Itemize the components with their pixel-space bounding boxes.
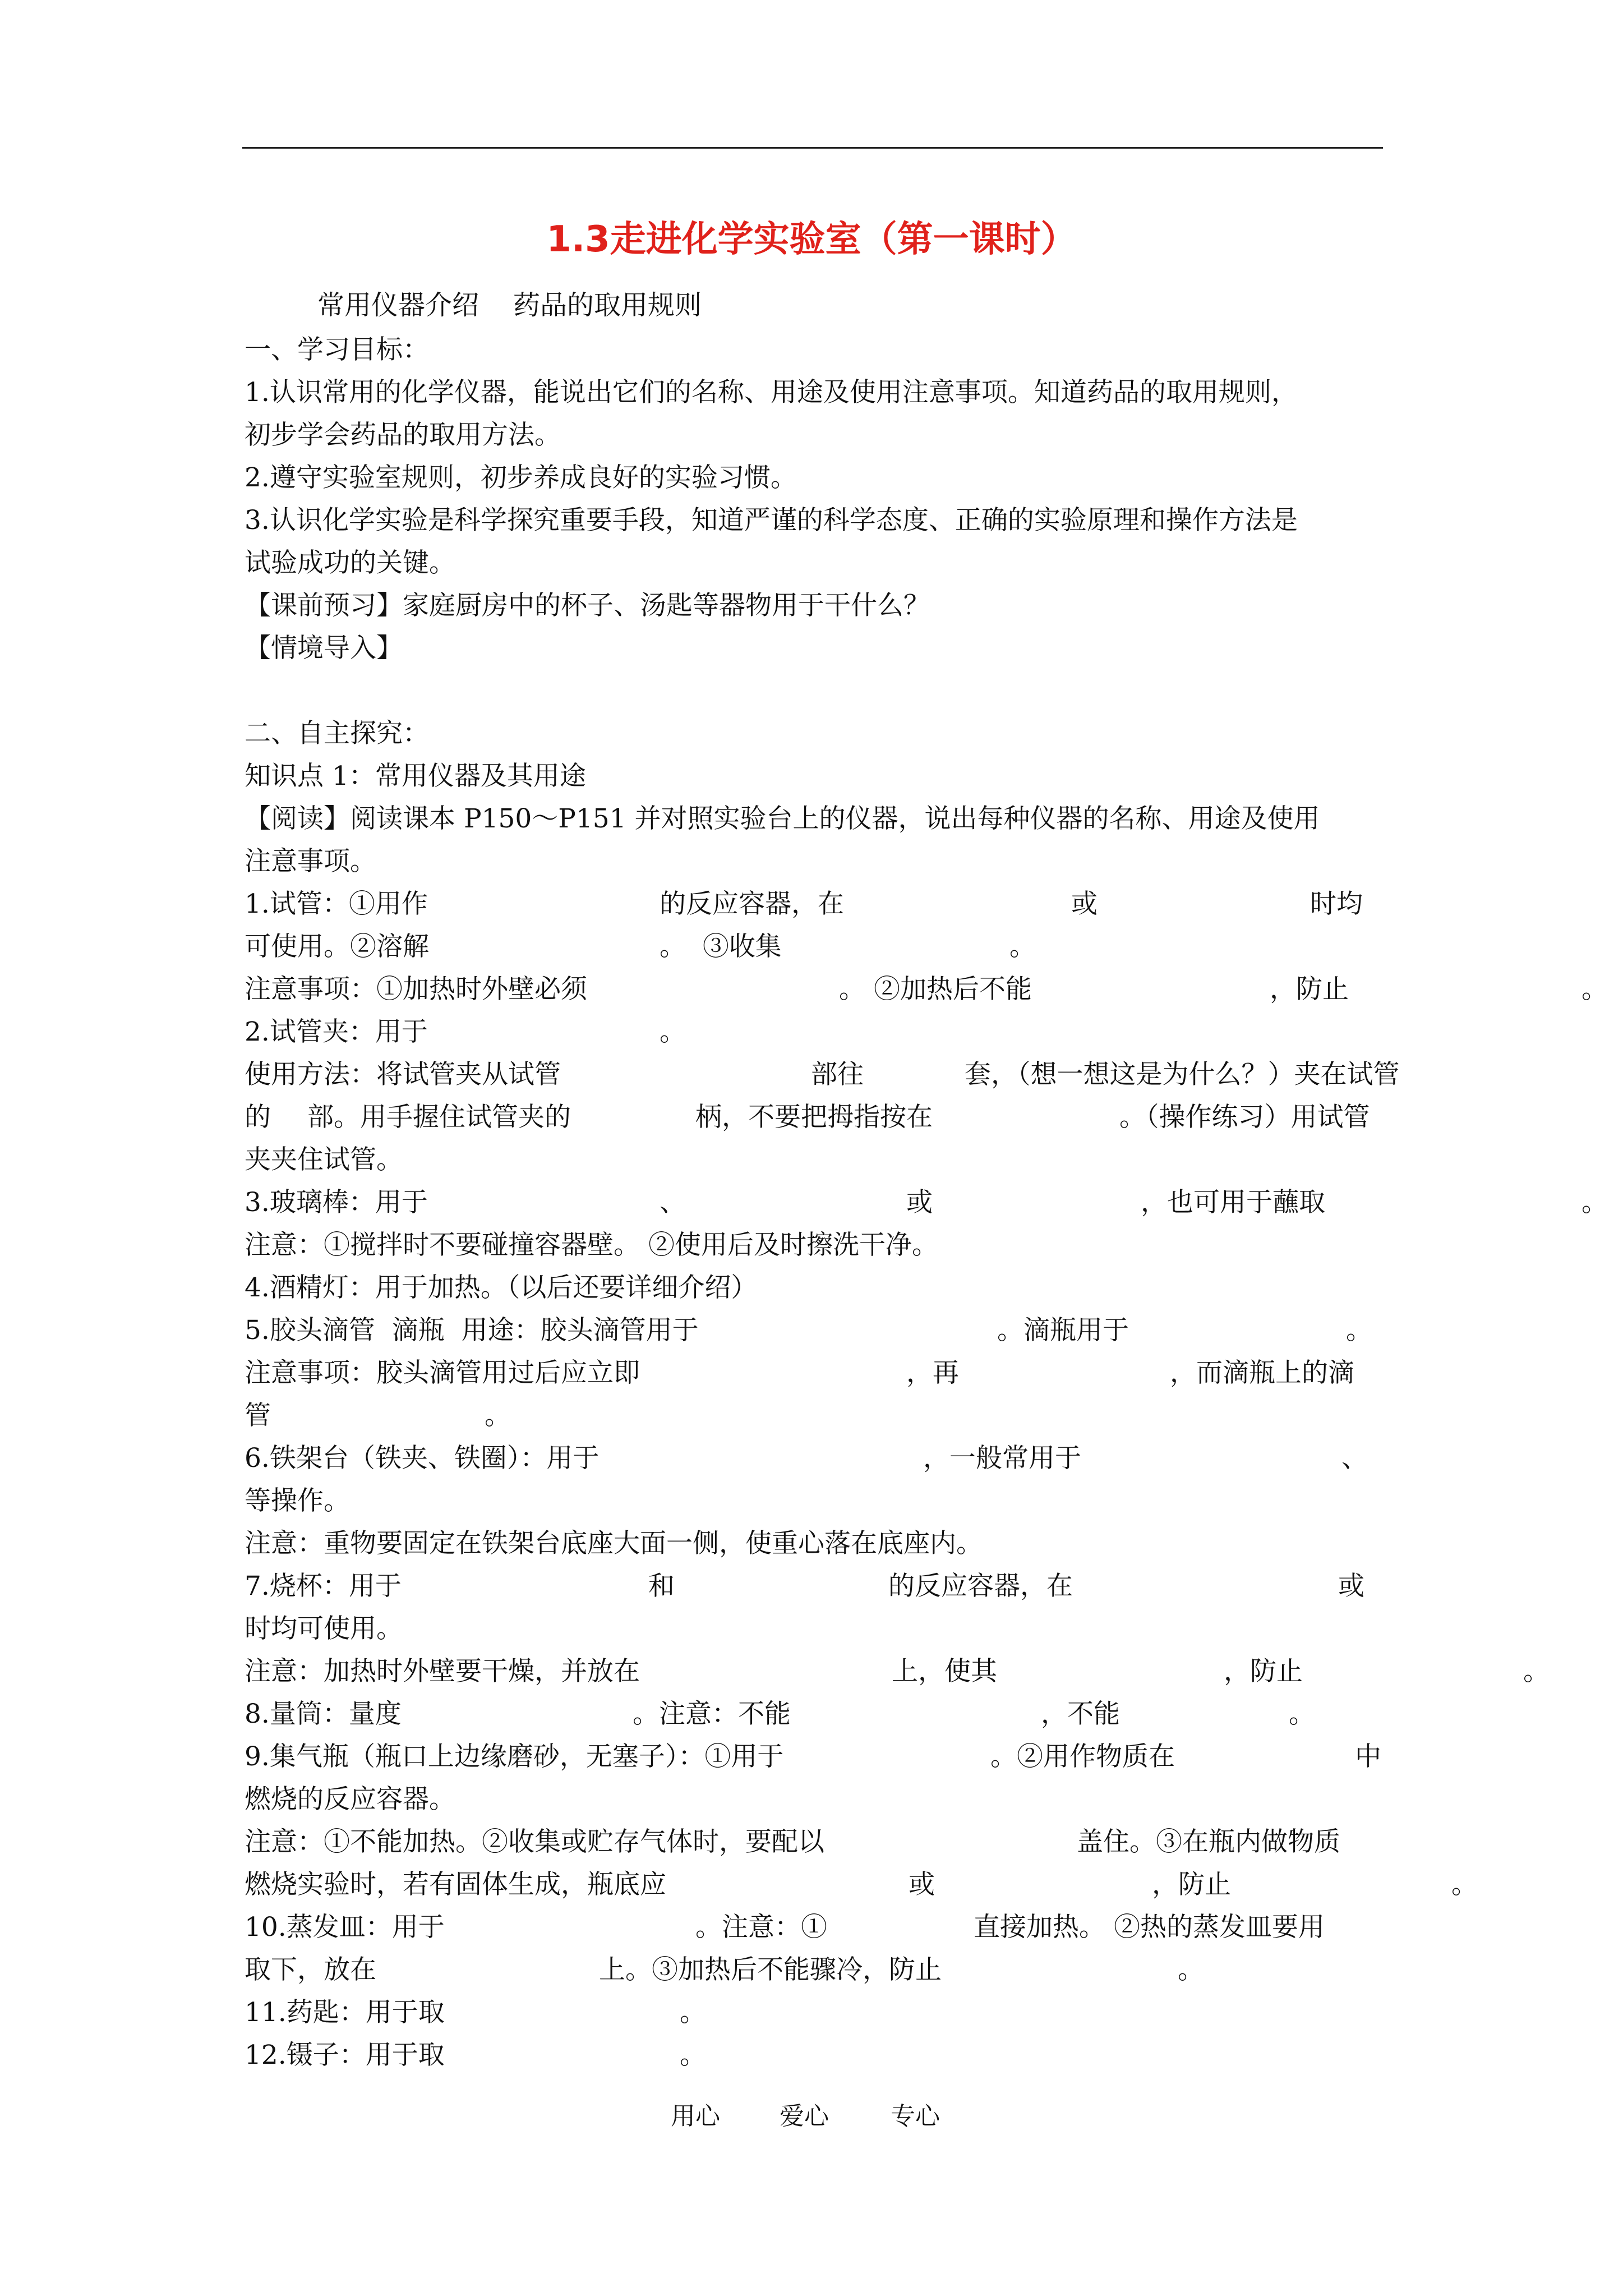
text-segment: 一、学习目标： [245, 334, 429, 365]
text-segment: 燃烧实验时，若有固体生成，瓶底应 [245, 1869, 666, 1900]
text-line [245, 414, 1389, 457]
footer-text: 专心 [891, 2102, 940, 2131]
text-segment: 5.胶头滴管 滴瓶 用途：胶头滴管用于 [245, 1315, 699, 1346]
text-line [245, 1352, 1389, 1395]
text-segment: 7.烧杯：用于 [245, 1571, 402, 1602]
text-segment: 。注意：不能 [633, 1699, 791, 1729]
text-segment: 使用方法：将试管夹从试管 [245, 1059, 561, 1090]
text-segment: 时均可使用。 [245, 1613, 403, 1644]
text-segment: 3.玻璃棒：用于 [245, 1187, 428, 1218]
text-segment: 或 [1338, 1571, 1364, 1602]
text-line [245, 883, 1389, 926]
text-segment: 【阅读】阅读课本 P150～P151 并对照实验台上的仪器，说出每种仪器的名称、用途及使用 [245, 803, 1320, 834]
text-segment: 部往 [811, 1059, 864, 1090]
text-segment: 。 [660, 1016, 686, 1047]
text-segment: 上，使其 [892, 1656, 997, 1687]
text-segment: 部。用手握住试管夹的 [307, 1102, 571, 1133]
text-segment: 注意：①不能加热。②收集或贮存气体时，要配以 [245, 1826, 824, 1857]
text-segment: 注意：加热时外壁要干燥，并放在 [245, 1656, 640, 1687]
text-line [245, 840, 1389, 883]
text-line [245, 1821, 1389, 1864]
text-segment: 。②用作物质在 [990, 1741, 1175, 1772]
text-line [245, 1778, 1389, 1821]
text-line [245, 1096, 1389, 1139]
text-segment: 。滴瓶用于 [997, 1315, 1129, 1346]
text-segment: ，一般常用于 [923, 1443, 1081, 1474]
text-line [245, 627, 1389, 670]
text-line [245, 499, 1389, 542]
text-segment: 的 [245, 1102, 271, 1133]
text-segment: 或 [909, 1869, 935, 1900]
text-line [245, 1650, 1550, 1693]
text-line [245, 1736, 1389, 1778]
text-segment: 注意事项：胶头滴管用过后应立即 [245, 1358, 640, 1388]
text-segment: 6.铁架台（铁夹、铁圈）：用于 [245, 1443, 600, 1474]
text-segment: 注意事项：①加热时外壁必须 [245, 974, 587, 1005]
text-segment: 套，（想一想这是为什么？）夹在试管 [965, 1059, 1400, 1090]
text-segment: 的反应容器，在 [660, 889, 844, 919]
text-segment: 。注意：① [695, 1912, 827, 1943]
text-segment: 注意事项。 [245, 846, 376, 877]
text-segment: 10.蒸发皿：用于 [245, 1912, 445, 1943]
text-line [245, 1864, 1478, 1906]
text-segment: 。 [1523, 1656, 1550, 1687]
text-line [245, 457, 1389, 499]
text-line [245, 1395, 1389, 1437]
text-segment: 。 [1346, 1315, 1372, 1346]
text-segment: 。 [680, 1997, 706, 2028]
text-line [245, 1437, 1389, 1480]
footer-text: 用心 [671, 2102, 720, 2131]
text-segment: 上。③加热后不能骤冷，防止 [599, 1954, 942, 1985]
text-segment: 。 [1178, 1954, 1204, 1985]
text-line [245, 1565, 1389, 1608]
text-segment: ，不能 [1041, 1699, 1120, 1729]
text-segment: 和 [648, 1571, 675, 1602]
text-segment: ，再 [906, 1358, 959, 1388]
text-segment: 中 [1355, 1741, 1381, 1772]
text-segment: 知识点 1：常用仪器及其用途 [245, 761, 586, 792]
page-title: 1.3走进化学实验室（第一课时） [546, 219, 1077, 260]
text-line [245, 1309, 1389, 1352]
text-segment: 。 [680, 2040, 706, 2070]
text-segment: 9.集气瓶（瓶口上边缘磨砂，无塞子）：①用于 [245, 1741, 784, 1772]
text-segment: 管 [245, 1400, 271, 1431]
text-segment: ，也可用于蘸取 [1141, 1187, 1325, 1218]
blank-line [245, 670, 1389, 712]
text-segment: 或 [1071, 889, 1098, 919]
text-line [245, 1949, 1389, 1991]
text-line [245, 1991, 1389, 2034]
text-segment: 。 ②加热后不能 [839, 974, 1032, 1005]
text-line [245, 1224, 1389, 1267]
text-segment: 4.酒精灯：用于加热。（以后还要详细介绍） [245, 1272, 758, 1303]
text-segment: 的反应容器，在 [888, 1571, 1073, 1602]
text-line [245, 755, 1389, 798]
document-body [245, 329, 1608, 2077]
text-line [245, 371, 1389, 414]
text-segment: 或 [906, 1187, 933, 1218]
text-segment: 1.试管：①用作 [245, 889, 428, 919]
text-line [245, 542, 1389, 585]
text-line [245, 1480, 1389, 1522]
text-segment: 3.认识化学实验是科学探究重要手段，知道严谨的科学态度、正确的实验原理和操作方法是 [245, 505, 1298, 536]
text-segment: 盖住。③在瓶内做物质 [1077, 1826, 1340, 1857]
text-segment: 1.认识常用的化学仪器，能说出它们的名称、用途及使用注意事项。知道药品的取用规则， [245, 377, 1298, 408]
text-line [245, 1181, 1608, 1224]
text-segment: 二、自主探究： [245, 718, 429, 749]
text-segment: 。 [1009, 931, 1036, 962]
text-line [245, 1693, 1389, 1736]
text-segment: 、 [660, 1187, 686, 1218]
text-segment: 燃烧的反应容器。 [245, 1784, 455, 1815]
text-segment: 时均 [1310, 889, 1363, 919]
text-segment: 初步学会药品的取用方法。 [245, 420, 561, 450]
text-line [245, 968, 1608, 1011]
text-line [245, 926, 1389, 968]
text-segment: 12.镊子：用于取 [245, 2040, 445, 2070]
text-segment: 等操作。 [245, 1485, 350, 1516]
text-segment: 。 [1581, 1187, 1608, 1218]
text-line [245, 1906, 1389, 1949]
text-segment: 。 [1451, 1869, 1478, 1900]
page-subtitle: 常用仪器介绍 药品的取用规则 [317, 289, 702, 321]
text-line [245, 1608, 1389, 1650]
text-segment: 。 [1289, 1699, 1315, 1729]
text-segment: 直接加热。 ②热的蒸发皿要用 [974, 1912, 1325, 1943]
text-line [245, 1139, 1389, 1181]
text-segment: 8.量筒：量度 [245, 1699, 402, 1729]
text-line [245, 1522, 1389, 1565]
text-segment: 注意：重物要固定在铁架台底座大面一侧，使重心落在底座内。 [245, 1528, 983, 1559]
text-segment: 注意：①搅拌时不要碰撞容器壁。 ②使用后及时擦洗干净。 [245, 1230, 938, 1260]
text-line [245, 1053, 1400, 1096]
text-line [245, 712, 1389, 755]
text-segment: 。 [485, 1400, 511, 1431]
text-segment: 。 ③收集 [660, 931, 782, 962]
text-segment: 2.遵守实验室规则，初步养成良好的实验习惯。 [245, 462, 797, 493]
text-segment: 、 [1341, 1443, 1368, 1474]
text-segment: 试验成功的关键。 [245, 547, 455, 578]
text-segment: 柄，不要把拇指按在 [695, 1102, 933, 1133]
text-segment: 2.试管夹：用于 [245, 1016, 428, 1047]
text-segment: 可使用。②溶解 [245, 931, 429, 962]
text-segment: 【情境导入】 [245, 633, 403, 664]
text-line [245, 2034, 1389, 2077]
header-rule [242, 147, 1383, 149]
text-segment: ，而滴瓶上的滴 [1170, 1358, 1354, 1388]
text-line [245, 1011, 1389, 1053]
text-segment: 。 [1581, 974, 1608, 1005]
text-segment: 11.药匙：用于取 [245, 1997, 445, 2028]
text-line [245, 1267, 1389, 1309]
footer-text: 爱心 [780, 2102, 829, 2131]
text-segment: 取下，放在 [245, 1954, 376, 1985]
text-segment: ，防止 [1152, 1869, 1231, 1900]
text-segment: ，防止 [1270, 974, 1349, 1005]
text-line [245, 798, 1389, 840]
text-line [245, 585, 1389, 627]
text-segment: 。（操作练习）用试管 [1119, 1102, 1370, 1133]
text-segment: 夹夹住试管。 [245, 1144, 403, 1175]
page-footer [0, 2097, 1623, 2136]
text-segment: ，防止 [1224, 1656, 1303, 1687]
text-segment: 【课前预习】家庭厨房中的杯子、汤匙等器物用于干什么？ [245, 590, 930, 621]
text-line [245, 329, 1389, 371]
